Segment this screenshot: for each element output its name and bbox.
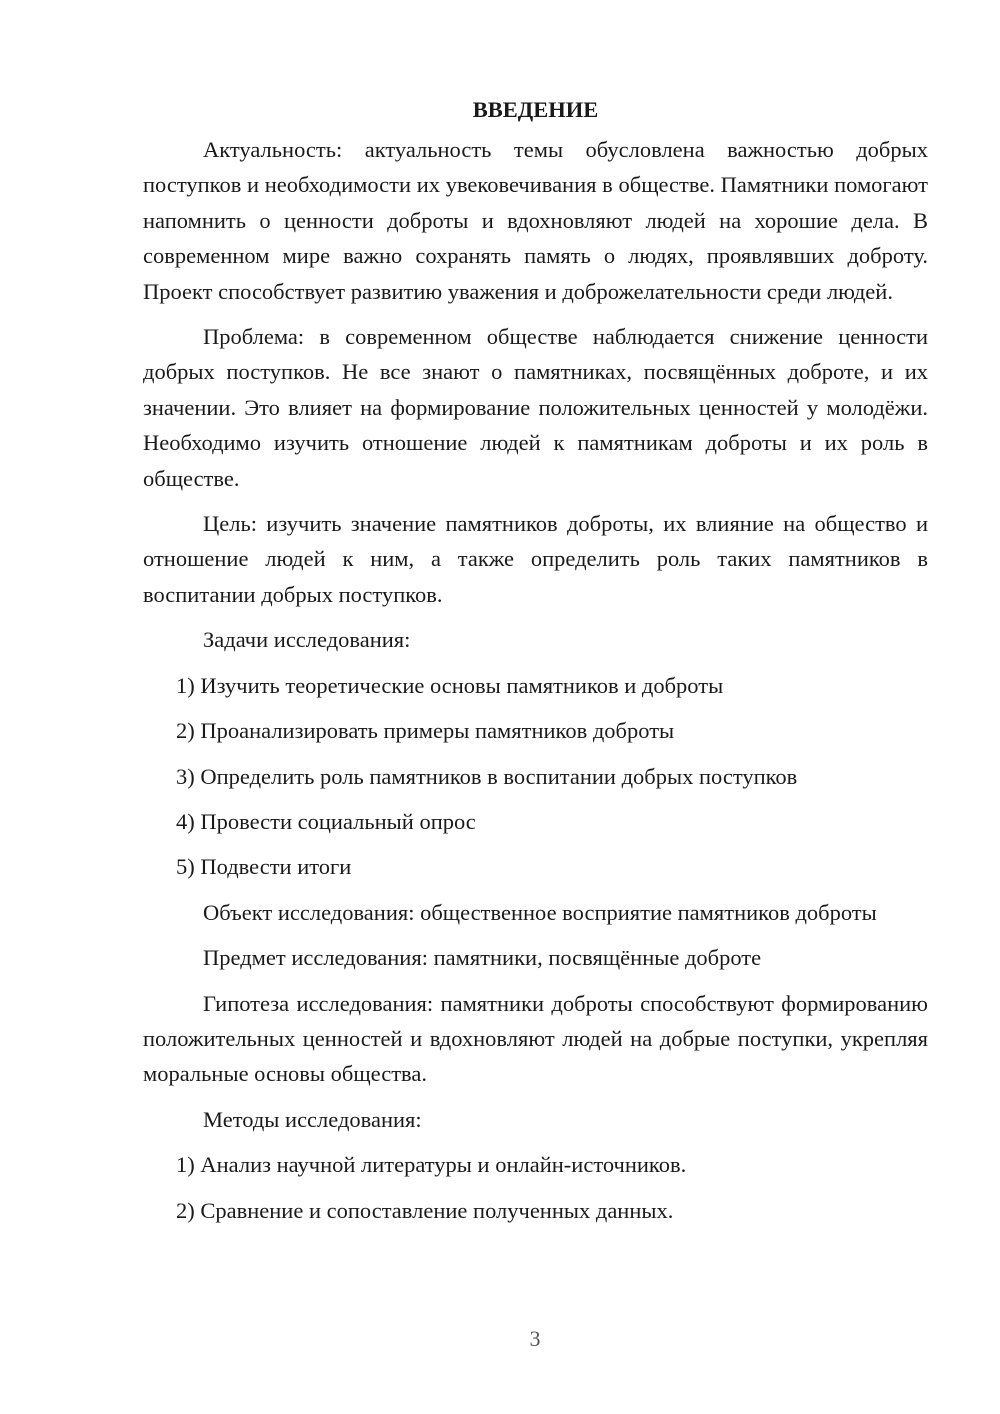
methods-list <box>143 1147 928 1228</box>
task-item: 3) Определить роль памятников в воспитании добрых поступков <box>176 763 798 789</box>
goal-paragraph: Цель: изучить значение памятников доброты, их влияние на общество и отношение людей к ним, а также определить роль таких памятников в воспитании добрых поступков. <box>143 511 928 607</box>
object-paragraph: Объект исследования: общественное восприятие памятников доброты <box>203 899 877 925</box>
tasks-heading: Задачи исследования: <box>203 627 411 653</box>
document-page <box>143 92 928 1238</box>
task-item: 2) Проанализировать примеры памятников доброты <box>176 718 675 744</box>
page-number: 3 <box>529 1326 541 1351</box>
tasks-list <box>143 668 928 885</box>
hypothesis-paragraph: Гипотеза исследования: памятники доброты способствуют формированию положительных ценностей и вдохновляют людей на добрые поступки, укрепляя моральные основы общества. <box>143 990 928 1087</box>
task-item: 1) Изучить теоретические основы памятников и доброты <box>176 672 724 698</box>
method-item: 1) Анализ научной литературы и онлайн-источников. <box>176 1152 687 1178</box>
section-title: ВВЕДЕНИЕ <box>472 97 599 122</box>
methods-heading: Методы исследования: <box>203 1106 422 1132</box>
subject-paragraph: Предмет исследования: памятники, посвящённые доброте <box>203 945 762 971</box>
task-item: 5) Подвести итоги <box>176 854 352 880</box>
task-item: 4) Провести социальный опрос <box>176 808 476 834</box>
relevance-paragraph: Актуальность: актуальность темы обусловлена важностью добрых поступков и необходимости их увековечивания в обществе. Памятники помогают напомнить о ценности доброты и вдохновляют людей на хорошие дела. В современном мире важно сохранять память о людях, проявлявших доброту. Проект способствует развитию уважения и доброжелательности среди людей. <box>143 137 928 304</box>
problem-paragraph: Проблема: в современном обществе наблюдается снижение ценности добрых поступков. Не все знают о памятниках, посвящённых доброте, и их значении. Это влияет на формирование положительных ценностей у молодёжи. Необходимо изучить отношение людей к памятникам доброты и их роль в обществе. <box>143 324 928 491</box>
method-item: 2) Сравнение и сопоставление полученных данных. <box>176 1197 674 1223</box>
